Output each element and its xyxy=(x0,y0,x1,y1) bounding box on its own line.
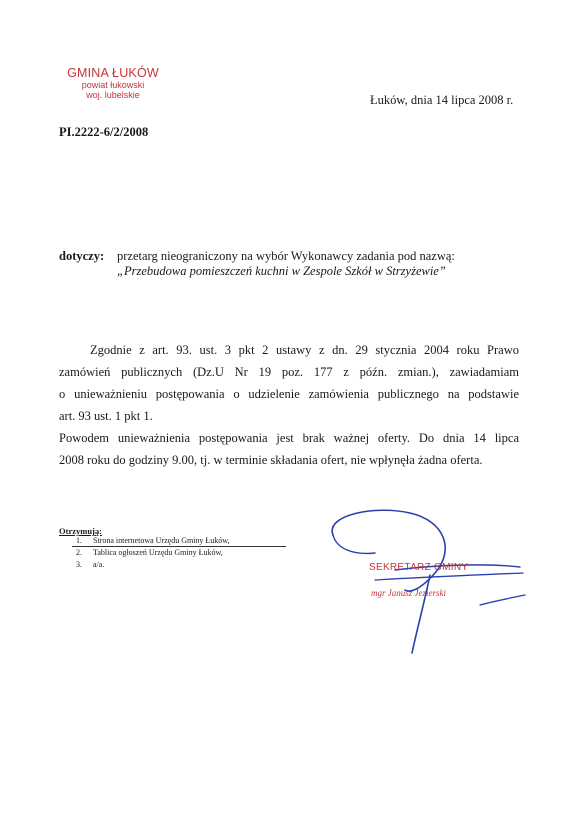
body-line: Zgodnie z art. 93. ust. 3 pkt 2 ustawy z dn. 29 stycznia 2004 roku Prawo xyxy=(90,343,519,357)
recipient-number: 3. xyxy=(76,560,82,569)
municipality-stamp-county: powiat łukowski xyxy=(81,80,145,90)
signature-stamp-title: SEKRETARZ GMINY xyxy=(369,562,469,573)
recipient-number: 2. xyxy=(76,548,82,557)
signature-stamp-name: mgr Janusz Jezierski xyxy=(371,588,446,598)
body-line: art. 93 ust. 1 pkt 1. xyxy=(59,409,153,423)
recipient-number: 1. xyxy=(76,536,82,545)
subject-label: dotyczy: xyxy=(59,249,105,263)
body-line: o unieważnieniu postępowania o udzielenie zamówienia publicznego na podstawie xyxy=(59,387,519,401)
municipality-stamp-name: GMINA ŁUKÓW xyxy=(67,66,159,80)
municipality-stamp-voivodeship: woj. lubelskie xyxy=(86,90,140,100)
handwritten-signature xyxy=(315,505,530,655)
subject-description: przetarg nieograniczony na wybór Wykonawcy zadania pod nazwą: xyxy=(117,249,455,263)
recipient-divider xyxy=(72,546,286,547)
body-line: Powodem unieważnienia postępowania jest brak ważnej oferty. Do dnia 14 lipca xyxy=(59,431,519,445)
body-line: 2008 roku do godziny 9.00, tj. w terminie składania ofert, nie wpłynęła żadna oferta. xyxy=(59,453,483,467)
recipient-item: Strona internetowa Urzędu Gminy Łuków, xyxy=(93,536,230,545)
body-line: zamówień publicznych (Dz.U Nr 19 poz. 177 z późn. zmian.), zawiadamiam xyxy=(59,365,519,379)
place-and-date: Łuków, dnia 14 lipca 2008 r. xyxy=(370,93,514,107)
subject-title: „Przebudowa pomieszczeń kuchni w Zespole Szkół w Strzyżewie” xyxy=(117,264,446,278)
reference-number: PI.2222-6/2/2008 xyxy=(59,125,149,139)
recipient-item: a/a. xyxy=(93,560,105,569)
recipient-item: Tablica ogłoszeń Urzędu Gminy Łuków, xyxy=(93,548,223,557)
recipients-title: Otrzymują: xyxy=(59,526,102,536)
